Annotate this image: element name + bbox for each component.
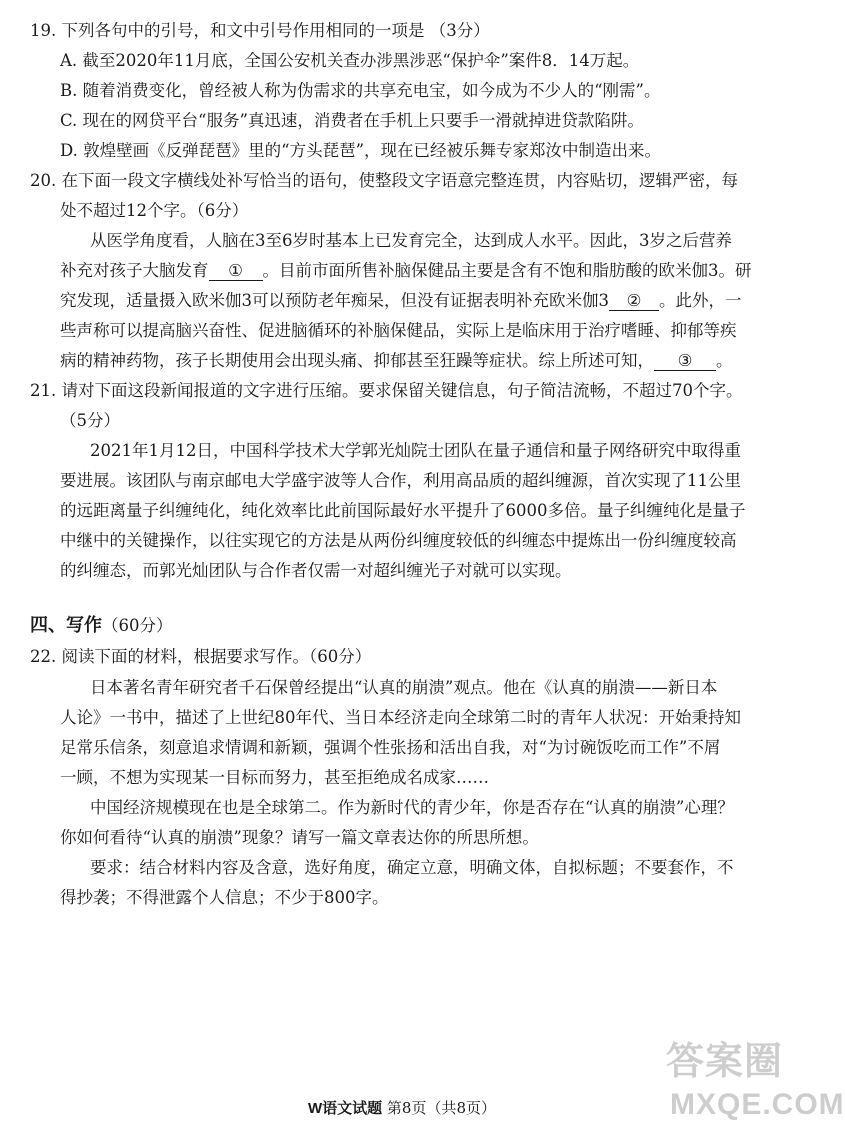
q22-material-line2: 人论》一书中，描述了上世纪80年代、当日本经济走向全球第二时的青年人状况：开始秉持知: [60, 708, 741, 727]
q20-blank-3[interactable]: ③: [654, 352, 716, 371]
q19-option-c: C. 现在的网贷平台“服务”真迅速，消费者在手机上只要手一滑就掉进贷款陷阱。: [60, 111, 644, 130]
q19-option-a: A. 截至2020年11月底，全国公安机关查办涉黑涉恶“保护伞”案件8．14万起。: [60, 51, 640, 70]
q21-passage-line1: 2021年1月12日，中国科学技术大学郭光灿院士团队在量子通信和量子网络研究中取得重: [90, 441, 741, 460]
watermark-line1: 答案圈: [666, 1039, 784, 1083]
q20-passage-line1: 从医学角度看，人脑在3至6岁时基本上已发育完全，达到成人水平。因此，3岁之后营养: [90, 231, 732, 250]
q20-blank-1[interactable]: ①: [209, 262, 263, 281]
q20-passage-line5: 病的精神药物，孩子长期使用会出现头痛、抑郁甚至狂躁等症状。综上所述可知， ③ 。: [60, 351, 733, 370]
q22-material-line1: 日本著名青年研究者千石保曾经提出“认真的崩溃”观点。他在《认真的崩溃——新日本: [90, 678, 718, 697]
q21-stem-line2: （5分）: [60, 411, 120, 430]
exam-code: W语文试题: [307, 1100, 383, 1117]
section-4-heading: 四、写作（60分）: [30, 615, 173, 636]
q20-passage-line2: 补充对孩子大脑发育 ① 。目前市面所售补脑保健品主要是含有不饱和脂肪酸的欧米伽3。研: [60, 261, 752, 280]
q21-passage-line5: 的纠缠态，而郭光灿团队与合作者仅需一对超纠缠光子对就可以实现。: [60, 561, 572, 580]
q19-option-d: D. 敦煌壁画《反弹琵琶》里的“方头琵琶”，现在已经被乐舞专家郑汝中制造出来。: [60, 141, 662, 160]
q22-material-line3: 足常乐信条，刻意追求情调和新颖，强调个性张扬和活出自我，对“为讨碗饭吃而工作”不屑: [60, 738, 721, 757]
q22-material-line4: 一顾，不想为实现某一目标而努力，甚至拒绝成名成家……: [60, 768, 489, 787]
q19-stem: 19. 下列各句中的引号，和文中引号作用相同的一项是 （3分）: [30, 21, 490, 40]
q21-passage-line3: 的远距离量子纠缠纯化，纯化效率比此前国际最好水平提升了6000多倍。量子纠缠纯化是量子: [60, 501, 746, 520]
q21-passage-line4: 中继中的关键操作，以往实现它的方法是从两份纠缠度较低的纠缠态中提炼出一份纠缠度较高: [60, 531, 737, 550]
q20-stem-line2: 处不超过12个字。（6分）: [60, 201, 249, 220]
watermark-line2: MXQE.COM: [670, 1088, 845, 1121]
q20-passage-line3: 究发现，适量摄入欧米伽3可以预防老年痴呆，但没有证据表明补充欧米伽3 ② 。此外，一: [60, 291, 742, 310]
q22-requirement-line1: 要求：结合材料内容及含意，选好角度，确定立意，明确文体，自拟标题；不要套作，不: [90, 858, 734, 877]
q21-stem-line1: 21. 请对下面这段新闻报道的文字进行压缩。要求保留关键信息，句子简洁流畅，不超过70个字。: [30, 381, 743, 400]
watermark-logo: [664, 1030, 845, 1130]
q22-prompt-line1: 中国经济规模现在也是全球第二。作为新时代的青少年，你是否存在“认真的崩溃”心理？: [90, 798, 734, 817]
q20-passage-line4: 些声称可以提高脑兴奋性、促进脑循环的补脑保健品，实际上是临床用于治疗嗜睡、抑郁等疾: [60, 321, 737, 340]
q22-stem: 22. 阅读下面的材料，根据要求写作。（60分）: [30, 647, 372, 666]
q20-stem-line1: 20. 在下面一段文字横线处补写恰当的语句，使整段文字语意完整连贯，内容贴切，逻辑严密，每: [30, 171, 738, 190]
q20-blank-2[interactable]: ②: [609, 292, 659, 311]
q19-option-b: B. 随着消费变化，曾经被人称为伪需求的共享充电宝，如今成为不少人的“刚需”。: [60, 81, 661, 100]
q22-prompt-line2: 你如何看待“认真的崩溃”现象？请写一篇文章表达你的所思所想。: [60, 828, 539, 847]
page-number: 第8页（共8页）: [386, 1099, 497, 1117]
q22-requirement-line2: 得抄袭；不得泄露个人信息；不少于800字。: [60, 888, 389, 907]
q21-passage-line2: 要进展。该团队与南京邮电大学盛宇波等人合作，利用高品质的超纠缠源，首次实现了11公里: [60, 471, 741, 490]
